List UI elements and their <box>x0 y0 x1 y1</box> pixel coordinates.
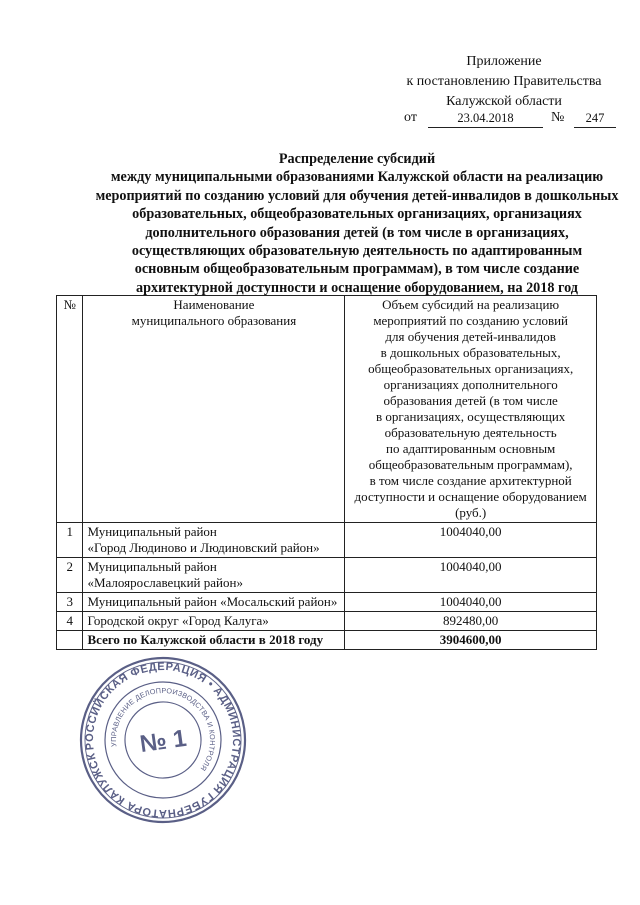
row-amount: 1004040,00 <box>345 523 597 558</box>
appendix-line-3: Калужской области <box>446 94 562 109</box>
header-name <box>83 296 345 523</box>
document-title <box>92 150 622 297</box>
title-line: архитектурной доступности и оснащение оборудованием, на 2018 год <box>136 279 578 296</box>
title-line: мероприятий по созданию условий для обучения детей-инвалидов в дошкольных <box>95 187 619 204</box>
row-name <box>83 523 345 558</box>
header-amount-line: в дошкольных образовательных, <box>380 345 561 360</box>
appendix-date-row <box>404 110 620 132</box>
table-header-row <box>57 296 597 523</box>
row-amount: 1004040,00 <box>345 558 597 593</box>
header-name-line: Наименование <box>173 297 255 312</box>
header-amount-line: доступности и оснащение оборудованием <box>354 489 587 504</box>
title-line: основным общеобразовательным программам), в том числе создание <box>134 261 580 278</box>
row-name-line: Муниципальный район <box>87 559 217 574</box>
seal-outer-text: РОССИЙСКАЯ ФЕДЕРАЦИЯ • АДМИНИСТРАЦИЯ ГУБЕРНАТОРА КАЛУЖСКОЙ <box>83 660 243 820</box>
header-amount <box>345 296 597 523</box>
total-number-cell <box>57 631 83 650</box>
table-total-row <box>57 631 597 650</box>
row-name-line: Муниципальный район <box>87 524 217 539</box>
row-name <box>83 612 345 631</box>
title-line: Распределение субсидий <box>278 151 436 167</box>
resolution-date: 23.04.2018 <box>428 110 543 128</box>
row-amount: 1004040,00 <box>345 593 597 612</box>
seal-number: № 1 <box>138 724 189 759</box>
official-seal <box>78 655 248 825</box>
header-number: № <box>57 296 83 523</box>
number-sign: № <box>551 110 565 125</box>
header-amount-line: для обучения детей-инвалидов <box>385 329 556 344</box>
row-name-line: Муниципальный район «Мосальский район» <box>87 594 338 609</box>
title-line: дополнительного образования детей (в том числе в организациях, <box>145 224 569 241</box>
row-number: 1 <box>57 523 83 558</box>
title-line: образовательных, общеобразовательных организациях, организациях <box>132 206 582 223</box>
header-amount-line: по адаптированным основным <box>386 441 556 456</box>
header-amount-line: общеобразовательным программам), <box>368 457 573 472</box>
table-row <box>57 523 597 558</box>
header-amount-line: в организациях, осуществляющих <box>376 409 566 424</box>
seal-inner-text: УПРАВЛЕНИЕ ДЕЛОПРОИЗВОДСТВА И КОНТРОЛЯ <box>108 685 218 773</box>
row-number: 3 <box>57 593 83 612</box>
title-line: осуществляющих образовательную деятельность по адаптированным <box>131 243 583 260</box>
resolution-number: 247 <box>574 110 616 128</box>
subsidy-table <box>56 295 597 650</box>
row-name-line: «Город Людиново и Людиновский район» <box>87 540 320 555</box>
appendix-header <box>388 52 620 112</box>
appendix-line-2: к постановлению Правительства <box>406 74 602 89</box>
title-line: между муниципальными образованиями Калужской области на реализацию <box>110 169 604 186</box>
header-amount-line: общеобразовательных организациях, <box>368 361 574 376</box>
row-name-line: Городской округ «Город Калуга» <box>87 613 269 628</box>
table-row <box>57 558 597 593</box>
header-amount-line: в том числе создание архитектурной <box>369 473 572 488</box>
total-amount: 3904600,00 <box>345 631 597 650</box>
header-amount-line: (руб.) <box>455 505 487 520</box>
row-number: 2 <box>57 558 83 593</box>
table-row <box>57 593 597 612</box>
row-amount: 892480,00 <box>345 612 597 631</box>
header-amount-line: образовательную деятельность <box>384 425 557 440</box>
appendix-line-1: Приложение <box>466 54 542 69</box>
header-amount-line: образования детей (в том числе <box>383 393 558 408</box>
header-amount-line: организациях дополнительного <box>383 377 558 392</box>
from-label: от <box>404 110 417 125</box>
row-name <box>83 593 345 612</box>
table-row <box>57 612 597 631</box>
header-name-line: муниципального образования <box>131 313 297 328</box>
header-amount-line: Объем субсидий на реализацию <box>382 297 560 312</box>
total-label: Всего по Калужской области в 2018 году <box>83 631 345 650</box>
row-name-line: «Малоярославецкий район» <box>87 575 243 590</box>
header-amount-line: мероприятий по созданию условий <box>373 313 568 328</box>
row-name <box>83 558 345 593</box>
row-number: 4 <box>57 612 83 631</box>
